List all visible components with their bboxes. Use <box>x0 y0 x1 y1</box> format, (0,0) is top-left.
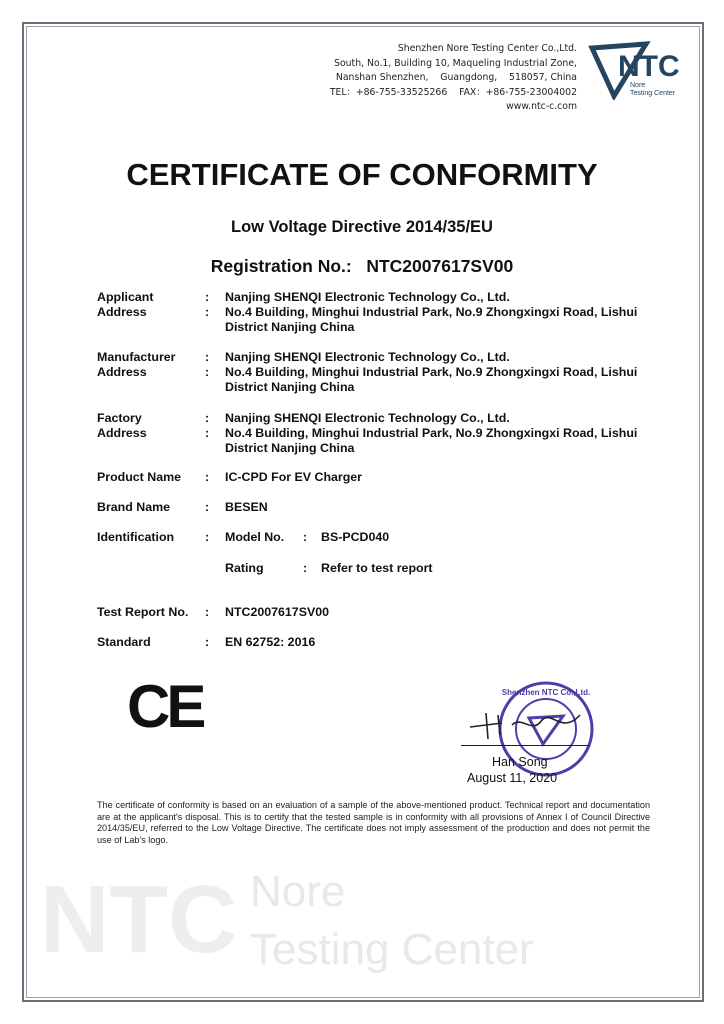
phone-fax: TEL：+86-755-33525266 FAX：+86-755-23004002 <box>329 86 577 98</box>
field-value: Nanjing SHENQI Electronic Technology Co., Ltd. <box>225 290 510 304</box>
field-value: BESEN <box>225 500 268 514</box>
field-sub-label: Model No. <box>225 530 285 544</box>
field-label: Standard <box>97 635 151 649</box>
field-colon: : <box>205 426 210 440</box>
ce-mark: CE <box>127 673 203 740</box>
field-colon: : <box>205 365 210 379</box>
field-value: Refer to test report <box>321 561 433 575</box>
field-label: Product Name <box>97 470 181 484</box>
field-label: Applicant <box>97 290 154 304</box>
field-value: IC-CPD For EV Charger <box>225 470 363 484</box>
field-value: BS-PCD040 <box>321 530 390 544</box>
address-line-2: Nanshan Shenzhen, Guangdong, 518057, China <box>335 72 577 83</box>
field-label: Identification <box>97 530 175 544</box>
logo-text: NTC <box>618 50 680 83</box>
certificate-title: CERTIFICATE OF CONFORMITY <box>126 157 598 192</box>
field-colon: : <box>205 290 210 304</box>
field-colon: : <box>205 470 210 484</box>
field-sub-label: Rating <box>225 561 264 575</box>
footer-disclaimer: The certificate of conformity is based on an evaluation of a sample of the above-mentioned product. Technical report and documentation are at the applicant's disposal. This is to certify that the tested sample is in conformity with all provisions of Annex I of Council Directive 2014/35/EU, referred to the Low Voltage Directive. The certificate does not imply assessment of the production and does not permit the use of Lab's logo. <box>97 800 650 845</box>
watermark-text-1: Nore <box>250 867 346 916</box>
signature-line <box>461 745 589 746</box>
field-label: Manufacturer <box>97 350 176 364</box>
field-colon: : <box>205 500 210 514</box>
field-sub-colon: : <box>303 530 308 544</box>
field-label: Factory <box>97 411 142 425</box>
field-colon: : <box>205 305 210 319</box>
stamp-text: Shenzhen NTC Co.,Ltd. <box>501 688 591 697</box>
directive-title: Low Voltage Directive 2014/35/EU <box>231 218 493 236</box>
field-label: Address <box>97 426 147 440</box>
field-colon: : <box>205 605 210 619</box>
lab-header <box>330 42 577 115</box>
field-colon: : <box>205 411 210 425</box>
logo-sub-2: Testing Center <box>630 90 676 97</box>
address-line-1: South, No.1, Building 10, Maqueling Industrial Zone, <box>334 57 577 69</box>
field-colon: : <box>205 350 210 364</box>
registration-number: Registration No.: NTC2007617SV00 <box>210 256 514 276</box>
company-name: Shenzhen Nore Testing Center Co.,Ltd. <box>397 43 577 54</box>
field-value: No.4 Building, Minghui Industrial Park, No.9 Zhongxingxi Road, Lishui District Nanjing China <box>225 305 638 334</box>
website: www.ntc-c.com <box>506 101 577 112</box>
signature <box>462 705 592 745</box>
field-label: Address <box>97 305 147 319</box>
field-label: Address <box>97 365 147 379</box>
field-colon: : <box>205 635 210 649</box>
field-value: Nanjing SHENQI Electronic Technology Co., Ltd. <box>225 411 510 425</box>
logo-sub-1: Nore <box>630 82 646 89</box>
field-value: No.4 Building, Minghui Industrial Park, No.9 Zhongxingxi Road, Lishui District Nanjing China <box>225 365 638 394</box>
signatory-name: Han Song <box>492 755 548 769</box>
field-label: Brand Name <box>97 500 170 514</box>
field-colon: : <box>205 530 210 544</box>
field-value: No.4 Building, Minghui Industrial Park, No.9 Zhongxingxi Road, Lishui District Nanjing China <box>225 426 638 455</box>
field-value: NTC2007617SV00 <box>225 605 330 619</box>
watermark-text-2: Testing Center <box>250 925 534 974</box>
ntc-logo <box>588 40 688 100</box>
field-label: Test Report No. <box>97 605 189 619</box>
field-value: Nanjing SHENQI Electronic Technology Co., Ltd. <box>225 350 510 364</box>
field-value: EN 62752: 2016 <box>225 635 316 649</box>
watermark-logo: NTC <box>40 866 238 973</box>
field-sub-colon: : <box>303 561 308 575</box>
signature-date: August 11, 2020 <box>467 771 558 785</box>
